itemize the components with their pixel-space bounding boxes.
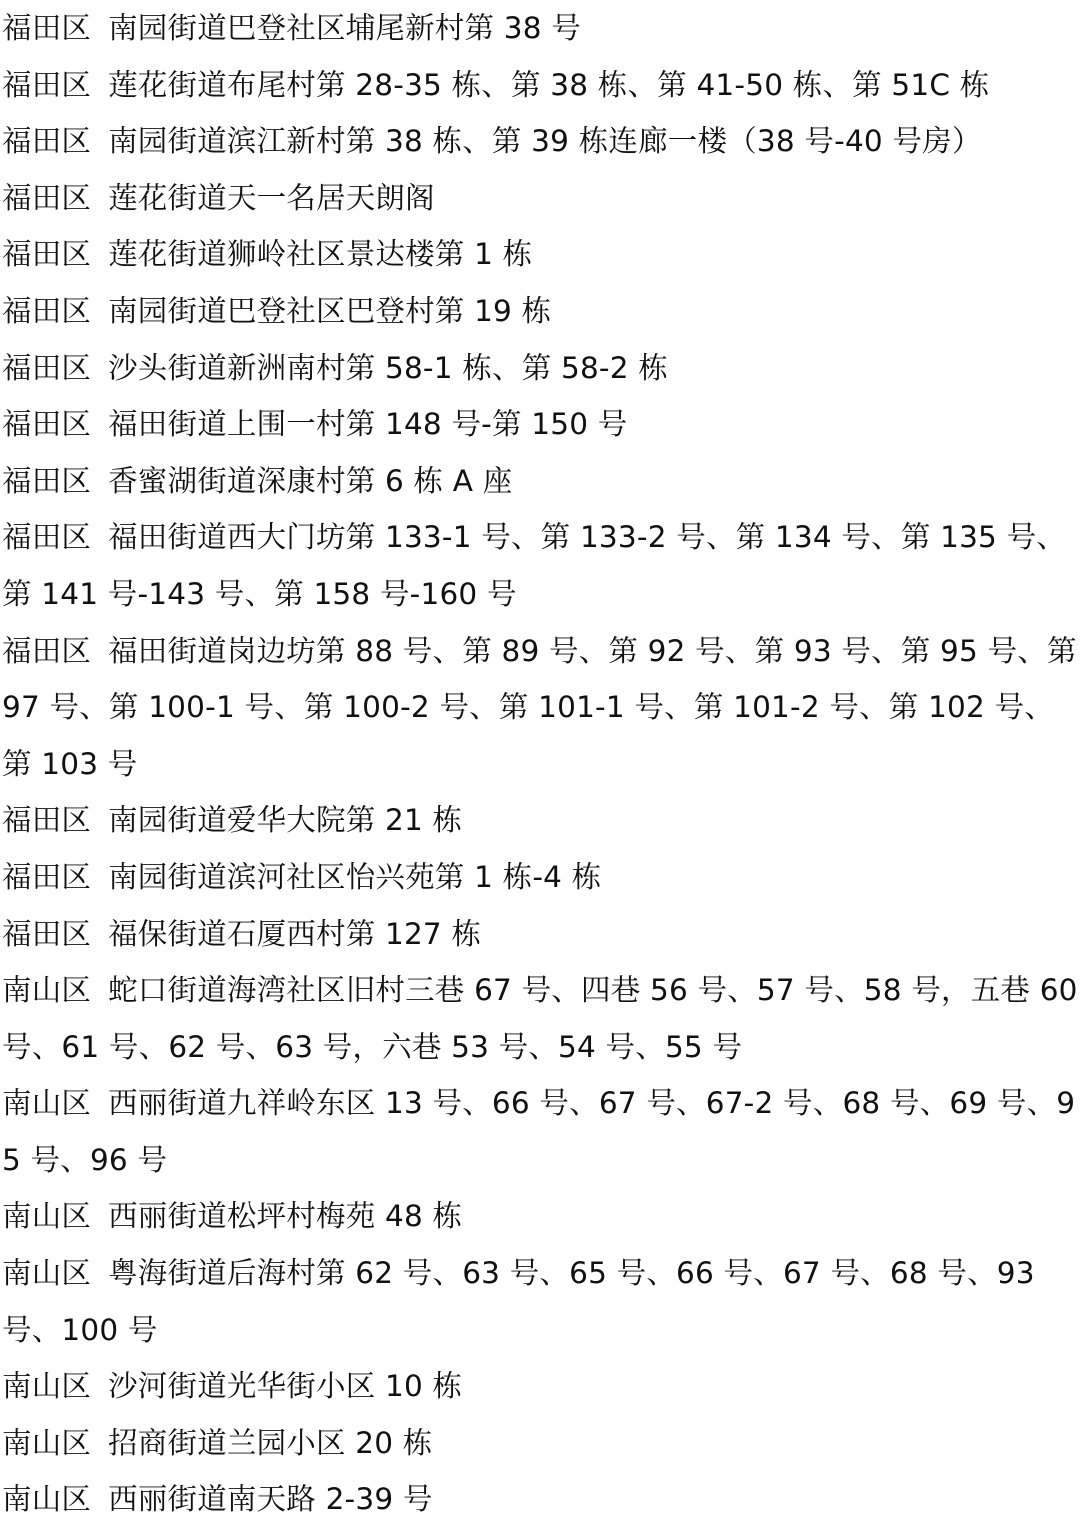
- district-name: 福田区: [2, 407, 92, 442]
- district-name: 福田区: [2, 67, 92, 102]
- list-item: [2, 1471, 1078, 1528]
- list-item: [2, 340, 1078, 397]
- address-text: 西丽街道南天路 2-39 号: [108, 1482, 433, 1517]
- district-name: 南山区: [2, 1482, 92, 1517]
- address-text: 南园街道爱华大院第 21 栋: [108, 803, 463, 838]
- address-text: 南园街道滨河社区怡兴苑第 1 栋-4 栋: [108, 859, 602, 894]
- address-text: 莲花街道狮岭社区景达楼第 1 栋: [108, 237, 533, 272]
- district-name: 南山区: [2, 1086, 92, 1121]
- district-name: 福田区: [2, 293, 92, 328]
- district-name: 福田区: [2, 463, 92, 498]
- address-text: 莲花街道布尾村第 28-35 栋、第 38 栋、第 41-50 栋、第 51C 栋: [108, 67, 990, 102]
- address-text: 福保街道石厦西村第 127 栋: [108, 916, 482, 951]
- list-item: [2, 396, 1078, 453]
- list-item: [2, 792, 1078, 849]
- address-text: 福田街道西大门坊第 133-1 号、第 133-2 号、第 134 号、第 135 号、第 141 号-143 号、第 158 号-160 号: [2, 520, 1066, 611]
- address-text: 招商街道兰园小区 20 栋: [108, 1425, 433, 1460]
- district-name: 福田区: [2, 859, 92, 894]
- address-text: 沙头街道新洲南村第 58-1 栋、第 58-2 栋: [108, 350, 669, 385]
- address-text: 莲花街道天一名居天朗阁: [108, 180, 435, 215]
- district-name: 福田区: [2, 350, 92, 385]
- address-text: 沙河街道光华街小区 10 栋: [108, 1369, 463, 1404]
- address-text: 粤海街道后海村第 62 号、63 号、65 号、66 号、67 号、68 号、93 号、100 号: [2, 1256, 1035, 1347]
- district-name: 福田区: [2, 803, 92, 838]
- district-name: 福田区: [2, 124, 92, 159]
- list-item: [2, 283, 1078, 340]
- list-item: [2, 509, 1078, 622]
- address-text: 福田街道岗边坊第 88 号、第 89 号、第 92 号、第 93 号、第 95 号、第 97 号、第 100-1 号、第 100-2 号、第 101-1 号、第 101-2 号、第 102 号、第 103 号: [2, 633, 1077, 781]
- address-text: 南园街道巴登社区埔尾新村第 38 号: [108, 11, 582, 45]
- address-text: 香蜜湖街道深康村第 6 栋 A 座: [108, 463, 513, 498]
- list-item: [2, 1075, 1078, 1188]
- list-item: [2, 1245, 1078, 1358]
- district-name: 南山区: [2, 973, 92, 1008]
- district-name: 福田区: [2, 180, 92, 215]
- list-item: [2, 226, 1078, 283]
- address-text: 蛇口街道海湾社区旧村三巷 67 号、四巷 56 号、57 号、58 号，五巷 60 号、61 号、62 号、63 号，六巷 53 号、54 号、55 号: [2, 973, 1078, 1064]
- district-name: 南山区: [2, 1256, 92, 1291]
- list-item: [2, 113, 1078, 170]
- list-item: [2, 906, 1078, 963]
- address-text: 南园街道巴登社区巴登村第 19 栋: [108, 293, 552, 328]
- list-item: [2, 453, 1078, 510]
- address-text: 南园街道滨江新村第 38 栋、第 39 栋连廊一楼（38 号-40 号房）: [108, 124, 982, 159]
- address-text: 福田街道上围一村第 148 号-第 150 号: [108, 407, 628, 442]
- list-item: [2, 849, 1078, 906]
- district-name: 福田区: [2, 916, 92, 951]
- list-item: [2, 1415, 1078, 1472]
- list-item: [2, 0, 1078, 57]
- list-item: [2, 962, 1078, 1075]
- list-item: [2, 1358, 1078, 1415]
- list-item: [2, 170, 1078, 227]
- district-name: 福田区: [2, 237, 92, 272]
- district-name: 南山区: [2, 1199, 92, 1234]
- district-name: 福田区: [2, 633, 92, 668]
- district-name: 南山区: [2, 1425, 92, 1460]
- district-name: 南山区: [2, 1369, 92, 1404]
- address-text: 西丽街道松坪村梅苑 48 栋: [108, 1199, 463, 1234]
- list-item: [2, 57, 1078, 114]
- district-name: 福田区: [2, 11, 92, 45]
- list-item: [2, 623, 1078, 793]
- address-text: 西丽街道九祥岭东区 13 号、66 号、67 号、67-2 号、68 号、69 号、95 号、96 号: [2, 1086, 1076, 1177]
- list-item: [2, 1188, 1078, 1245]
- district-name: 福田区: [2, 520, 92, 555]
